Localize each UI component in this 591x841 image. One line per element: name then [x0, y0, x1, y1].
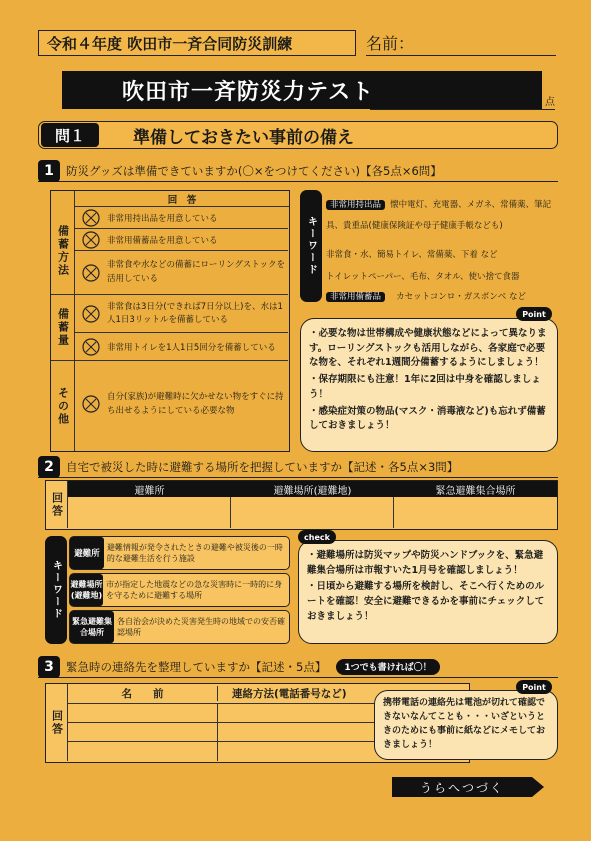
q1-answer-table	[50, 190, 290, 452]
q2-column-header: 緊急避難集合場所	[435, 485, 516, 497]
q3-answer-label-text: 回答	[50, 709, 64, 736]
q2-keyword-list	[69, 536, 290, 644]
q2-keyword-desc: 避難情報が発令されたときの避難や被災後の一時的な避難生活を行う施設	[106, 542, 283, 563]
q2-answer-field[interactable]	[231, 497, 394, 528]
exercise-title: 令和４年度 吹田市一斉合同防災訓練	[47, 34, 293, 53]
q3-answer-label	[46, 684, 68, 761]
q2-answer-field[interactable]	[68, 497, 231, 528]
q3-point-text: 携帯電話の連絡先は電池が切れて確認できないなんてことも・・・いざというときのためにも事前に紙などにメモしておきましょう！	[383, 698, 546, 750]
q1-row	[75, 333, 288, 361]
q1-category-stock-method	[51, 207, 74, 295]
q3-column-header: 名 前	[68, 686, 218, 701]
q2-column-headers	[68, 481, 557, 497]
q1-keyword-tag: 非常用備蓄品	[326, 292, 385, 302]
q1-row	[75, 207, 288, 229]
q1-points-box	[300, 318, 558, 452]
score-line	[370, 109, 555, 110]
q2-point-item: ・ 日頃から避難する場所を検討し、そこへ行くためのルートを確認！安全に避難できるかを事前にチェックしておきましょう！	[307, 580, 549, 624]
q1-answer-header	[75, 191, 289, 207]
q2-keyword-desc: 市が指定した地震などの急な災害時に一時的に身を守るために避難する場所	[106, 579, 283, 600]
q3-note-text: 1つでも書ければ〇！	[344, 663, 432, 673]
q1-row-text: 非常用トイレを1人1日5回分を備蓄している	[107, 342, 276, 353]
q2-keyword-desc: 各自治会が決めた災害発生時の地域での安否確認場所	[117, 616, 286, 637]
q1-row	[75, 229, 288, 251]
q2-keyword-item	[69, 573, 290, 607]
q3-item-number-text: 3	[44, 658, 54, 675]
q2-keyword-term: 避難場所(避難地)	[70, 580, 103, 600]
q1-keyword-tag: 非常用持出品	[326, 200, 385, 210]
q1-keyword-label	[300, 190, 322, 302]
continue-arrow	[392, 777, 532, 797]
q1-answer-checkbox[interactable]	[81, 394, 101, 414]
q1-header	[38, 121, 558, 149]
q1-answer-checkbox[interactable]	[81, 304, 101, 324]
continue-arrow-tip	[532, 777, 544, 797]
q2-keyword-item	[69, 536, 290, 570]
q1-keyword-text: トイレットペーパー、毛布、タオル、使い捨て食器	[326, 272, 520, 282]
q1-category-stock-amount	[51, 295, 74, 361]
q2-keyword-term: 緊急避難集合場所	[72, 617, 112, 637]
q1-row-text: 非常食は3日分(できれば7日分以上)を、水は1人1日3リットルを備蓄している	[107, 301, 283, 325]
q1-row-text: 非常用持出品を用意している	[107, 213, 218, 224]
q2-check-badge	[298, 530, 336, 544]
q2-points-list	[307, 549, 549, 625]
q3-name-field[interactable]	[68, 704, 218, 723]
q1-answer-checkbox[interactable]	[81, 337, 101, 357]
q3-name-field[interactable]	[68, 723, 218, 742]
q2-question-row	[38, 456, 558, 478]
q1-item-number	[38, 160, 60, 182]
q1-answer-checkbox[interactable]	[81, 263, 101, 283]
q1-points-badge	[516, 307, 552, 321]
q3-points-badge	[516, 680, 552, 694]
q2-column-header: 避難所	[134, 485, 165, 497]
q2-answer-row	[68, 497, 557, 528]
q2-keyword-term-box	[70, 611, 114, 643]
q1-row	[75, 295, 288, 333]
q1-question-row	[38, 160, 558, 182]
q2-keyword-term: 避難所	[74, 549, 100, 559]
q3-item-number	[38, 656, 60, 678]
q1-points-badge-text: Point	[522, 309, 546, 319]
q2-item-number	[38, 456, 60, 478]
name-label: 名前：	[366, 34, 415, 53]
q2-check-box	[298, 540, 558, 644]
test-title-bar	[62, 71, 542, 109]
q2-keyword-panel	[45, 536, 290, 646]
q3-column-header: 連絡方法(電話番号など)	[232, 688, 347, 700]
q2-answer-table	[45, 480, 558, 530]
q2-keyword-term-box	[70, 537, 104, 569]
q1-keyword-block	[326, 192, 556, 234]
q2-keyword-label-text: キーワード	[50, 560, 62, 620]
q3-note-badge	[336, 659, 439, 675]
q1-keyword-panel	[300, 190, 558, 310]
q1-point-item: ・ 必要な物は世帯構成や健康状態などによって異なります。ローリングストックも活用しながら、各家庭で必要な物を、それぞれ1週間分備蓄するようにしましょう！	[309, 327, 549, 371]
q2-item-number-text: 2	[44, 458, 54, 475]
q2-answer-label-text: 回答	[50, 491, 64, 518]
q1-row	[75, 361, 288, 447]
test-title: 吹田市一斉防災力テスト	[122, 79, 375, 105]
q1-answer-checkbox[interactable]	[81, 230, 101, 250]
q1-keyword-block	[326, 264, 556, 283]
q1-rows	[75, 207, 288, 447]
q1-row-text: 自分(家族)が避難時に欠かせない物をすぐに持ち出せるようにしている必要な物	[107, 391, 284, 416]
q1-point-item: ・ 感染症対策の物品(マスク・消毒液など)も忘れず備蓄しておきましょう！	[309, 405, 549, 434]
q1-category-column	[51, 191, 75, 451]
q1-keyword-label-text: キーワード	[305, 216, 317, 276]
q2-question: 自宅で被災した時に避難する場所を把握していますか【記述・各5点×3問】	[66, 459, 459, 474]
q1-title: 準備しておきたい事前の備え	[133, 127, 354, 148]
q3-point-box	[374, 690, 558, 760]
q2-answer-field[interactable]	[394, 497, 557, 528]
q1-answer-checkbox[interactable]	[81, 208, 101, 228]
q2-keyword-term-box	[70, 574, 103, 606]
exercise-title-box	[38, 30, 356, 56]
q1-keyword-text: カセットコンロ・ガスボンベ など	[396, 292, 526, 302]
q1-row	[75, 251, 288, 295]
q2-point-item: ・ 避難場所は防災マップや防災ハンドブックを、緊急避難集合場所は市報すいた1月号を確認しましょう！	[307, 549, 549, 578]
q3-question: 緊急時の連絡先を整理していますか【記述・5点】	[66, 659, 327, 674]
name-area	[366, 30, 556, 56]
q1-points-list	[309, 327, 549, 434]
q3-name-field[interactable]	[68, 742, 218, 761]
q2-keyword-item	[69, 610, 290, 644]
q1-answer-header-text: 回 答	[167, 194, 197, 206]
q1-category-stock-method-text: 備蓄方法	[56, 224, 70, 277]
q1-badge	[41, 123, 99, 147]
q1-badge-text: 問１	[54, 126, 85, 145]
q3-question-row	[38, 656, 558, 678]
q3-points-badge-text: Point	[522, 682, 546, 692]
q2-column-header: 避難場所(避難地)	[273, 485, 352, 497]
q1-keyword-block	[326, 242, 556, 261]
q1-question: 防災グッズは準備できていますか(〇×をつけてください)【各5点×6問】	[66, 163, 442, 178]
q1-item-number-text: 1	[44, 162, 54, 179]
q1-keyword-block	[326, 284, 556, 303]
q2-keyword-label	[45, 536, 67, 644]
q1-category-other	[51, 361, 74, 451]
q1-point-item: ・ 保存期限にも注意！1年に2回は中身を確認しましょう！	[309, 373, 549, 402]
q1-row-text: 非常食や水などの備蓄にローリングストックを活用している	[107, 259, 285, 284]
q1-category-stock-amount-text: 備蓄量	[56, 308, 70, 347]
q2-check-badge-text: check	[304, 532, 330, 542]
q1-row-text: 非常用備蓄品を用意している	[107, 235, 218, 246]
continue-text: うらへつづく	[419, 780, 504, 795]
q1-keyword-text: 非常食・水、簡易トイレ、常備薬、下着 など	[326, 250, 498, 260]
q1-keyword-text: 懐中電灯、充電器、メガネ、常備薬、筆記具、貴重品(健康保険証や母子健康手帳なども)	[326, 200, 552, 232]
q1-category-other-text: その他	[56, 386, 70, 426]
points-unit: 点	[545, 97, 555, 108]
q2-answer-label	[46, 481, 68, 528]
